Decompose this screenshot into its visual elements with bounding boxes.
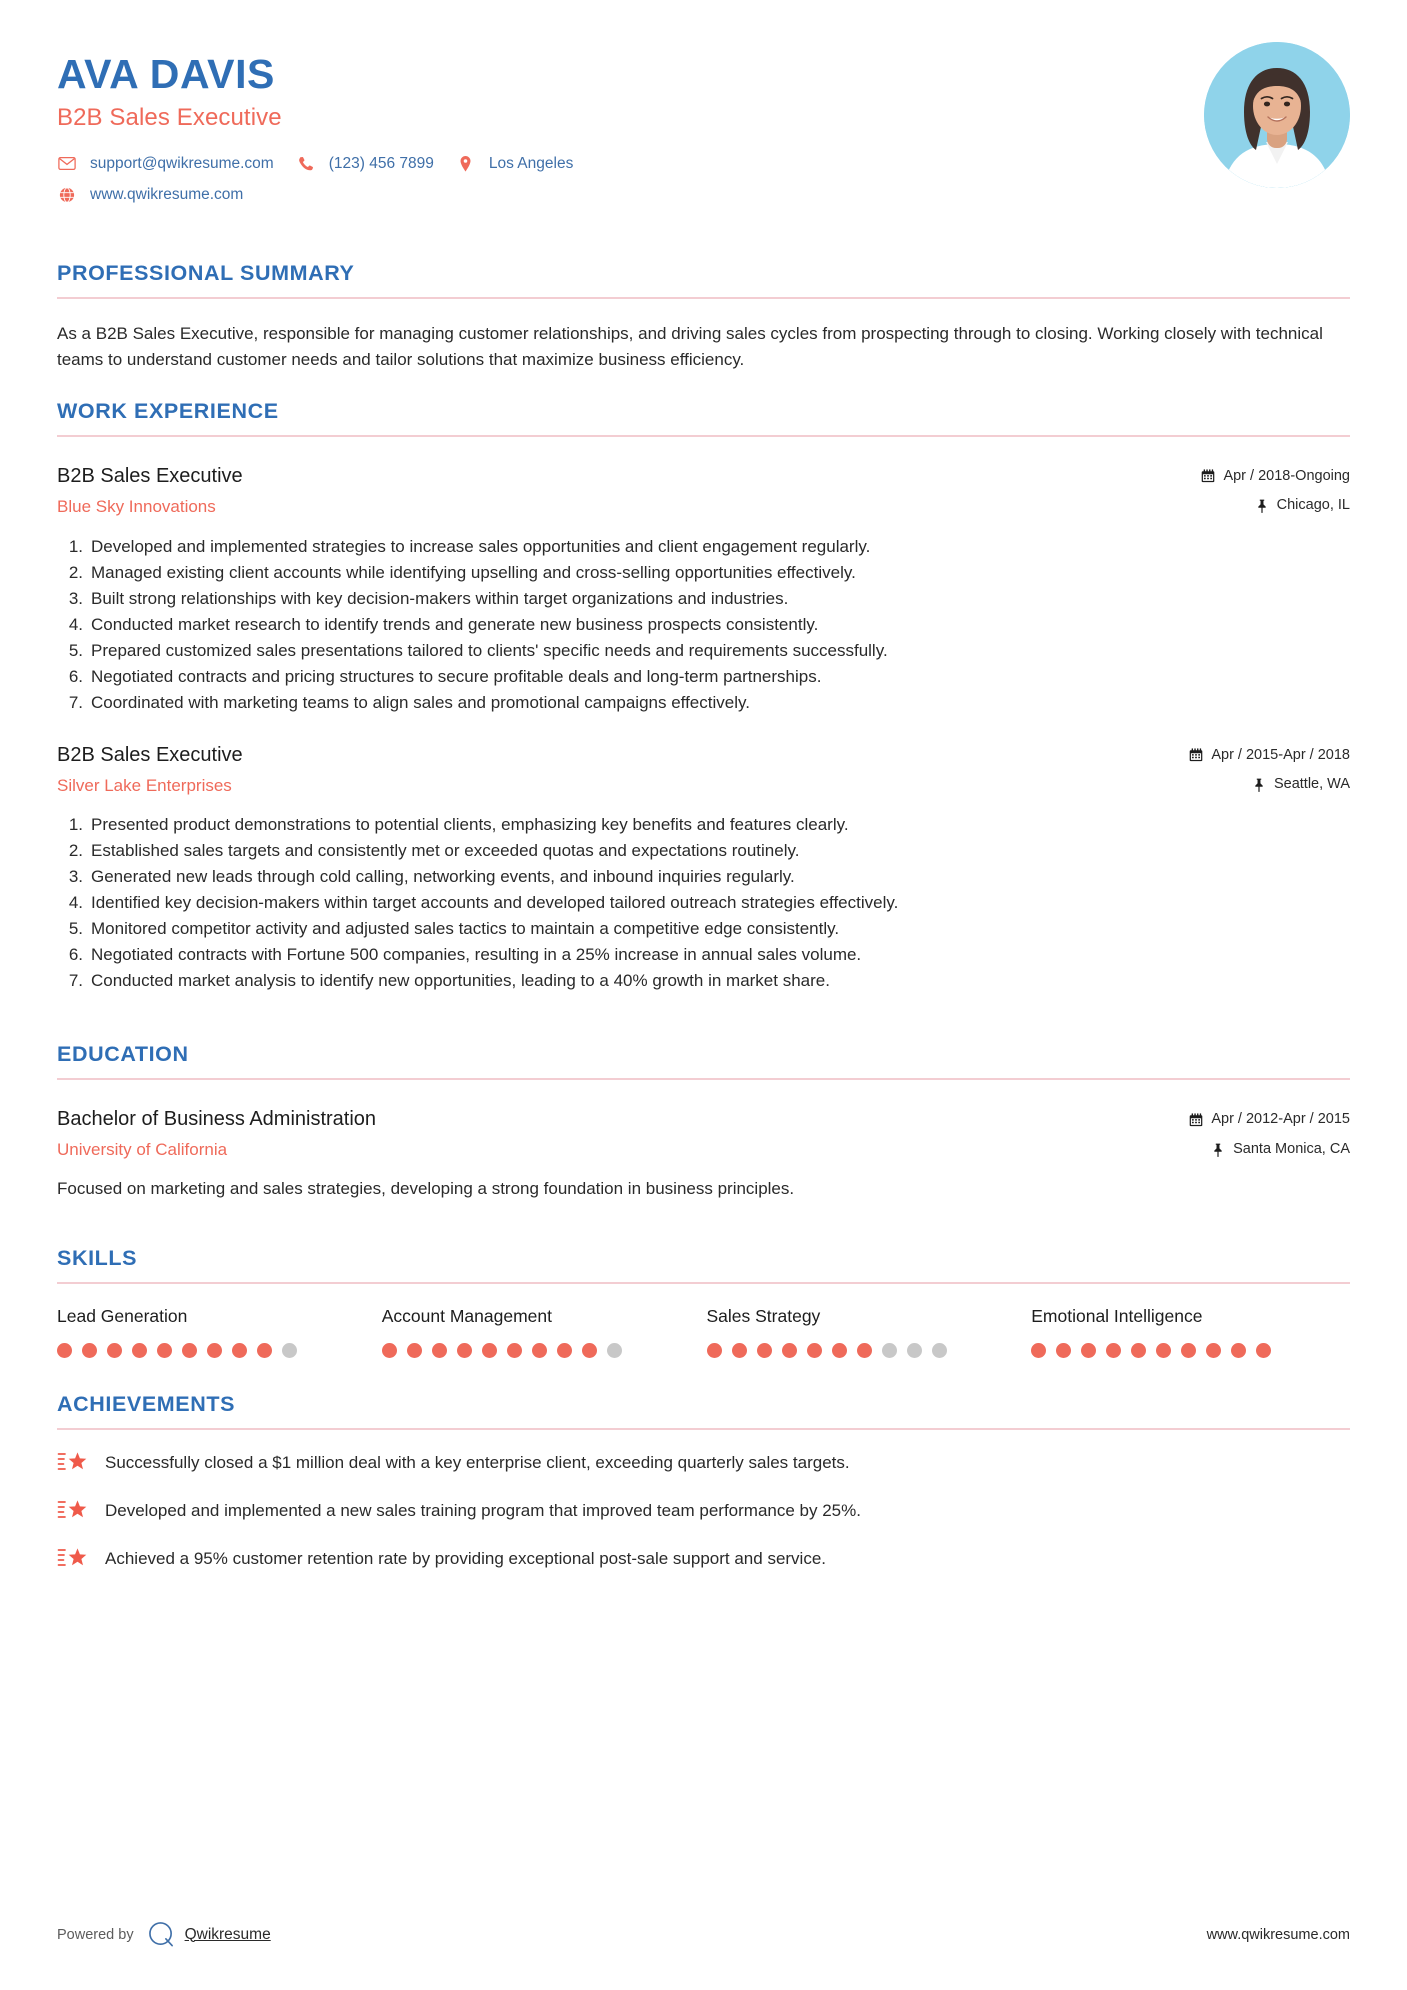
education-location: Santa Monica, CA	[1233, 1141, 1350, 1158]
star-icon	[57, 1450, 91, 1476]
candidate-name: AVA DAVIS	[57, 51, 276, 97]
skill-level-dot	[1081, 1343, 1096, 1358]
work-bullet-number: 4.	[68, 893, 83, 913]
pushpin-icon	[1211, 1143, 1225, 1157]
pushpin-icon	[1252, 778, 1266, 792]
work-bullet-number: 5.	[68, 919, 83, 939]
work-bullet-item	[57, 638, 1350, 664]
work-bullet-text: Conducted market research to identify trends and generate new business prospects consistently.	[91, 614, 819, 634]
skill-level-dot	[582, 1343, 597, 1358]
skill-level-meter	[382, 1343, 701, 1358]
section-divider	[57, 297, 1350, 299]
skill-level-dot	[882, 1343, 897, 1358]
section-divider	[57, 1078, 1350, 1080]
skill-level-dot	[407, 1343, 422, 1358]
work-entry-meta	[1201, 463, 1350, 518]
section-title-summary: PROFESSIONAL SUMMARY	[57, 260, 355, 285]
section-divider	[57, 1428, 1350, 1430]
skill-level-dot	[1131, 1343, 1146, 1358]
education-entry	[57, 1106, 1350, 1202]
globe-icon	[57, 186, 77, 204]
skill-level-meter	[707, 1343, 1026, 1358]
envelope-icon	[57, 155, 77, 173]
work-bullet-number: 3.	[68, 867, 83, 887]
work-entry-list	[57, 463, 1350, 995]
education-school: University of California	[57, 1140, 228, 1160]
work-entry-bullets	[57, 534, 1350, 716]
skill-level-dot	[907, 1343, 922, 1358]
work-bullet-item	[57, 690, 1350, 716]
skill-level-dot	[857, 1343, 872, 1358]
work-bullet-item	[57, 534, 1350, 560]
work-bullet-text: Negotiated contracts and pricing structures to secure profitable deals and long-term partnerships.	[91, 666, 822, 686]
skill-level-dot	[507, 1343, 522, 1358]
work-bullet-number: 2.	[68, 841, 83, 861]
work-bullet-text: Developed and implemented strategies to increase sales opportunities and client engagement regularly.	[91, 536, 871, 556]
skill-level-dot	[457, 1343, 472, 1358]
work-entry-dates: Apr / 2015-Apr / 2018	[1211, 746, 1350, 763]
calendar-icon	[1201, 469, 1215, 483]
skills-grid	[57, 1306, 1350, 1358]
work-bullet-text: Built strong relationships with key decision-makers within target organizations and industries.	[91, 588, 789, 608]
skill-level-dot	[532, 1343, 547, 1358]
work-entry-meta	[1189, 742, 1350, 797]
achievement-text: Successfully closed a $1 million deal with a key enterprise client, exceeding quarterly sales targets.	[105, 1453, 850, 1473]
skill-level-dot	[382, 1343, 397, 1358]
skill-level-dot	[1156, 1343, 1171, 1358]
education-entry-list	[57, 1106, 1350, 1202]
skill-level-dot	[782, 1343, 797, 1358]
work-bullet-number: 2.	[68, 562, 83, 582]
work-bullet-item	[57, 812, 1350, 838]
achievement-list	[57, 1450, 1350, 1572]
star-icon	[57, 1546, 91, 1572]
achievement-item	[57, 1498, 1350, 1524]
section-achievements	[57, 1392, 1350, 1572]
contact-row-primary	[57, 155, 1350, 173]
work-entry	[57, 742, 1350, 995]
work-bullet-number: 1.	[68, 536, 83, 556]
work-bullet-item	[57, 612, 1350, 638]
skill-level-meter	[1031, 1343, 1350, 1358]
skill-level-dot	[182, 1343, 197, 1358]
work-entry-role: B2B Sales Executive	[57, 743, 243, 766]
avatar-illustration	[1204, 42, 1350, 188]
powered-by	[57, 1921, 271, 1948]
star-icon	[57, 1498, 91, 1524]
education-entry-header	[57, 1106, 1350, 1162]
work-entry-location: Seattle, WA	[1273, 776, 1350, 793]
contact-email-text: support@qwikresume.com	[90, 154, 274, 172]
phone-icon	[296, 155, 316, 173]
resume-header	[57, 0, 1350, 235]
map-pin-icon	[456, 155, 476, 173]
work-entry-role: B2B Sales Executive	[57, 464, 243, 487]
contact-location-text: Los Angeles	[488, 154, 574, 172]
skill-level-dot	[232, 1343, 247, 1358]
work-bullet-number: 7.	[68, 971, 83, 991]
skill-level-dot	[282, 1343, 297, 1358]
skill-level-dot	[807, 1343, 822, 1358]
work-entry-dates: Apr / 2018-Ongoing	[1223, 467, 1350, 484]
work-bullet-item	[57, 586, 1350, 612]
skill-level-dot	[1106, 1343, 1121, 1358]
work-bullet-item	[57, 664, 1350, 690]
skill-level-dot	[1256, 1343, 1271, 1358]
skill-level-dot	[557, 1343, 572, 1358]
contact-email[interactable]	[57, 155, 274, 173]
skill-level-dot	[1181, 1343, 1196, 1358]
education-description: Focused on marketing and sales strategies, developing a strong foundation in business principles.	[57, 1179, 795, 1199]
contact-phone[interactable]	[296, 155, 434, 173]
skill-level-dot	[1031, 1343, 1046, 1358]
work-bullet-text: Managed existing client accounts while identifying upselling and cross-selling opportunities effectively.	[91, 562, 856, 582]
work-bullet-text: Conducted market analysis to identify new opportunities, leading to a 40% growth in market share.	[91, 971, 830, 991]
work-bullet-text: Monitored competitor activity and adjusted sales tactics to maintain a competitive edge consistently.	[91, 919, 840, 939]
work-entry-location-row	[1201, 495, 1350, 517]
skill-level-dot	[932, 1343, 947, 1358]
powered-by-label: Powered by	[57, 1926, 134, 1943]
education-dates: Apr / 2012-Apr / 2015	[1211, 1111, 1350, 1128]
work-entry-company: Blue Sky Innovations	[57, 496, 216, 516]
work-entry-bullets	[57, 812, 1350, 994]
work-entry-company: Silver Lake Enterprises	[57, 775, 232, 795]
skill-level-dot	[482, 1343, 497, 1358]
work-bullet-text: Prepared customized sales presentations tailored to clients' specific needs and requirements successfully.	[91, 640, 888, 660]
skill-item	[57, 1306, 376, 1358]
work-bullet-text: Negotiated contracts with Fortune 500 companies, resulting in a 25% increase in annual sales volume.	[91, 945, 862, 965]
skill-level-dot	[57, 1343, 72, 1358]
work-bullet-item	[57, 942, 1350, 968]
skill-level-dot	[107, 1343, 122, 1358]
contact-row-secondary	[57, 186, 1350, 204]
footer-url[interactable]: www.qwikresume.com	[1206, 1926, 1350, 1943]
skill-item	[707, 1306, 1026, 1358]
work-bullet-number: 7.	[68, 692, 83, 712]
work-bullet-number: 3.	[68, 588, 83, 608]
work-entry	[57, 463, 1350, 716]
achievement-text: Achieved a 95% customer retention rate by providing exceptional post-sale support and service.	[105, 1549, 827, 1569]
education-dates-row	[1189, 1109, 1350, 1131]
skill-level-dot	[707, 1343, 722, 1358]
section-title-education: EDUCATION	[57, 1042, 189, 1067]
work-bullet-item	[57, 864, 1350, 890]
work-entry-left	[57, 463, 1201, 519]
work-bullet-item	[57, 560, 1350, 586]
education-entry-left	[57, 1106, 1189, 1162]
skill-item	[1031, 1306, 1350, 1358]
work-bullet-number: 6.	[68, 945, 83, 965]
summary-text: As a B2B Sales Executive, responsible for managing customer relationships, and driving sales cycles from prospecting through to closing. Working closely with technical teams to understand customer needs and tailor solutions that maximize business efficiency.	[57, 323, 1323, 369]
calendar-icon	[1189, 1113, 1203, 1127]
work-entry-header	[57, 463, 1350, 519]
skill-level-dot	[257, 1343, 272, 1358]
calendar-icon	[1189, 748, 1203, 762]
section-professional-summary	[57, 261, 1350, 373]
work-bullet-number: 4.	[68, 614, 83, 634]
resume-footer	[57, 1921, 1350, 1948]
skill-level-dot	[832, 1343, 847, 1358]
skill-level-dot	[757, 1343, 772, 1358]
work-bullet-number: 1.	[68, 815, 83, 835]
candidate-job-title: B2B Sales Executive	[57, 103, 282, 131]
section-skills	[57, 1246, 1350, 1358]
contact-location	[456, 155, 573, 173]
work-entry-left	[57, 742, 1189, 798]
achievement-item	[57, 1450, 1350, 1476]
skill-name: Emotional Intelligence	[1031, 1306, 1203, 1327]
section-work-experience	[57, 399, 1350, 995]
education-location-row	[1189, 1139, 1350, 1161]
section-title-work: WORK EXPERIENCE	[57, 398, 279, 423]
work-bullet-text: Established sales targets and consistently met or exceeded quotas and expectations routinely.	[91, 841, 800, 861]
contact-info	[57, 155, 1350, 204]
skill-level-dot	[607, 1343, 622, 1358]
work-bullet-item	[57, 968, 1350, 994]
work-bullet-text: Coordinated with marketing teams to align sales and promotional campaigns effectively.	[91, 692, 750, 712]
avatar	[1204, 42, 1350, 188]
skill-name: Lead Generation	[57, 1306, 188, 1327]
work-entry-dates-row	[1201, 466, 1350, 488]
skill-item	[382, 1306, 701, 1358]
section-title-achievements: ACHIEVEMENTS	[57, 1392, 236, 1417]
work-bullet-item	[57, 916, 1350, 942]
skill-level-dot	[82, 1343, 97, 1358]
skill-level-meter	[57, 1343, 376, 1358]
qwikresume-logo-icon	[148, 1921, 175, 1948]
work-bullet-text: Identified key decision-makers within target accounts and developed tailored outreach strategies effectively.	[91, 893, 899, 913]
work-entry-header	[57, 742, 1350, 798]
contact-website-text: www.qwikresume.com	[90, 185, 244, 203]
achievement-item	[57, 1546, 1350, 1572]
work-bullet-number: 6.	[68, 666, 83, 686]
work-bullet-text: Presented product demonstrations to potential clients, emphasizing key benefits and features clearly.	[91, 815, 849, 835]
work-bullet-number: 5.	[68, 640, 83, 660]
work-bullet-text: Generated new leads through cold calling, networking events, and inbound inquiries regularly.	[91, 867, 795, 887]
contact-phone-text: (123) 456 7899	[328, 154, 434, 172]
education-degree: Bachelor of Business Administration	[57, 1108, 377, 1131]
skill-level-dot	[732, 1343, 747, 1358]
skill-level-dot	[207, 1343, 222, 1358]
skill-level-dot	[1206, 1343, 1221, 1358]
section-education	[57, 1042, 1350, 1202]
achievement-text: Developed and implemented a new sales training program that improved team performance by 25%.	[105, 1501, 861, 1521]
qwikresume-brand-name[interactable]: Qwikresume	[184, 1925, 271, 1943]
work-entry-dates-row	[1189, 745, 1350, 767]
skill-level-dot	[157, 1343, 172, 1358]
work-bullet-item	[57, 838, 1350, 864]
skill-level-dot	[1056, 1343, 1071, 1358]
section-title-skills: SKILLS	[57, 1246, 138, 1271]
contact-website[interactable]	[57, 186, 243, 204]
education-entry-meta	[1189, 1106, 1350, 1161]
work-entry-location-row	[1189, 774, 1350, 796]
skill-name: Account Management	[381, 1306, 552, 1327]
skill-level-dot	[1231, 1343, 1246, 1358]
work-bullet-item	[57, 890, 1350, 916]
skill-level-dot	[432, 1343, 447, 1358]
work-entry-location: Chicago, IL	[1276, 497, 1350, 514]
skill-level-dot	[132, 1343, 147, 1358]
skill-name: Sales Strategy	[706, 1306, 821, 1327]
section-divider	[57, 1282, 1350, 1284]
section-divider	[57, 435, 1350, 437]
pushpin-icon	[1255, 499, 1269, 513]
